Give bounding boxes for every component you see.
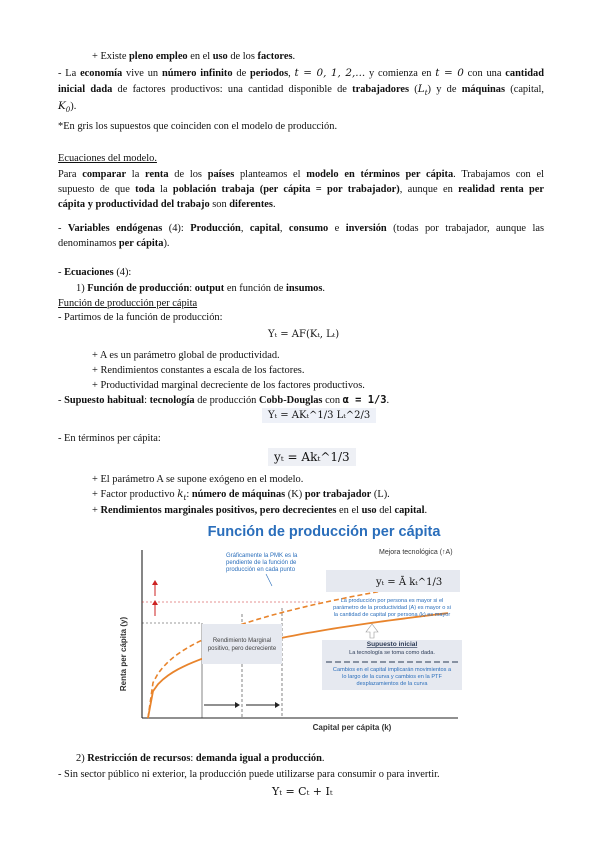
endogenous-line-2: denominamos per cápita). <box>58 238 170 249</box>
formula-text: yₜ = Ā kₜ^1/3 <box>376 577 443 588</box>
movements-1: Cambios en el capital implicarán movimientos a <box>332 667 452 673</box>
bullet-diminishing: + Productividad marginal decreciente de los factores productivos. <box>92 380 365 391</box>
tech-label: Mejora tecnológica (↑A) <box>379 549 453 556</box>
red-arrow-2-head <box>152 600 158 605</box>
bullet-productivity: + A es un parámetro global de productividad. <box>92 350 280 361</box>
shift-note-3: la cantidad de capital por persona (k) es mayor <box>333 612 451 618</box>
bullet-constant-returns: + Rendimientos constantes a escala de los factores. <box>92 365 305 376</box>
chart-xlabel: Capital per cápita (k) <box>312 723 392 732</box>
economy-line-1: - La economía vive un número infinito de periodos, t = 0, 1, 2,... y comienza en t = 0 con una cantidad <box>58 67 544 79</box>
movements-3: desplazamientos de la curva <box>356 681 428 687</box>
x-arrow-2-head <box>275 702 280 708</box>
x-arrow-1-head <box>235 702 240 708</box>
equations-heading: - Ecuaciones (4): <box>58 267 132 278</box>
item-1-production: 1) Función de producción: output en función de insumos. <box>76 283 325 294</box>
shift-up-arrow <box>366 624 378 638</box>
para1-line-2: supuesto de que toda la población trabaja (per cápita = por trabajador), aunque en realidad renta per <box>58 184 544 195</box>
grey-note: *En gris los supuestos que coinciden con el modelo de producción. <box>58 121 338 132</box>
initial-title: Supuesto inicial <box>366 641 418 648</box>
bullet-factor-k: + Factor productivo $k_t$: número de máquinas (K) por trabajador (L). <box>92 488 390 503</box>
bullet-marginal-returns: + Rendimientos marginales positivos, pero decrecientes en el uso del capital. <box>92 505 428 516</box>
equation-cobb-douglas: Yₜ = AKₜ^1/3 Lₜ^2/3 <box>262 408 376 423</box>
slope-note-3: producción en cada punto <box>226 567 296 573</box>
item-2-resources: 2) Restricción de recursos: demanda igual a producción. <box>76 753 325 764</box>
equation-production: Yₜ = AF(Kₜ, Lₜ) <box>268 329 340 340</box>
slope-pointer <box>266 574 272 586</box>
equation-per-capita: yₜ = Akₜ^1/3 <box>268 448 356 466</box>
movements-2: lo largo de la curva y cambios en la PTF <box>342 674 442 680</box>
per-capita-line: - En términos per cápita: <box>58 433 161 444</box>
shift-note-1: La producción por persona es mayor si el <box>340 598 444 604</box>
resources-line: - Sin sector público ni exterior, la producción puede utilizarse para consumir o para invertir. <box>58 769 440 780</box>
endogenous-line-1: - Variables endógenas (4): Producción, capital, consumo e inversión (todas por trabajador, aunque las <box>58 223 544 234</box>
usual-assumption: - Supuesto habitual: tecnología de producción Cobb-Douglas con α = 1/3. <box>58 394 390 406</box>
red-arrow-1-head <box>152 580 158 585</box>
section-title: Ecuaciones del modelo. <box>58 153 157 164</box>
shift-note-2: parámetro de la productividad (A) es mayor o si <box>333 605 451 611</box>
para1-line-3: cápita y productividad del trabajo son diferentes. <box>58 199 276 210</box>
economy-line-2: inicial dada de factores productivos: una cantidad disponible de trabajadores $(L_t)$ y de máquinas (capital, <box>58 83 544 98</box>
chart-title: Función de producción per cápita <box>207 524 441 540</box>
economy-line-3: $K_0$). <box>58 100 77 115</box>
chart-ylabel: Renta per cápita (y) <box>119 616 128 692</box>
para1-line-1: Para comparar la renta de los países planteamos el modelo en términos per cápita. Trabajamos con el <box>58 169 544 180</box>
full-employment-line: + Existe pleno empleo en el uso de los factores. <box>92 51 296 62</box>
production-chart <box>0 516 600 746</box>
slope-note-2: pendiente de la función de <box>226 560 297 566</box>
starting-line: - Partimos de la función de producción: <box>58 312 223 323</box>
diminishing-2: positivo, pero decreciente <box>207 646 277 652</box>
equation-resources: Yₜ = Cₜ + Iₜ <box>272 785 333 798</box>
sub-title: Función de producción per cápita <box>58 298 198 309</box>
initial-sub: La tecnología se toma como dada. <box>349 650 435 656</box>
slope-note-1: Gráficamente la PMK es la <box>226 553 298 559</box>
diminishing-box <box>202 624 282 664</box>
diminishing-1: Rendimiento Marginal <box>212 638 272 644</box>
bullet-exogenous: + El parámetro A se supone exógeno en el modelo. <box>92 474 304 485</box>
